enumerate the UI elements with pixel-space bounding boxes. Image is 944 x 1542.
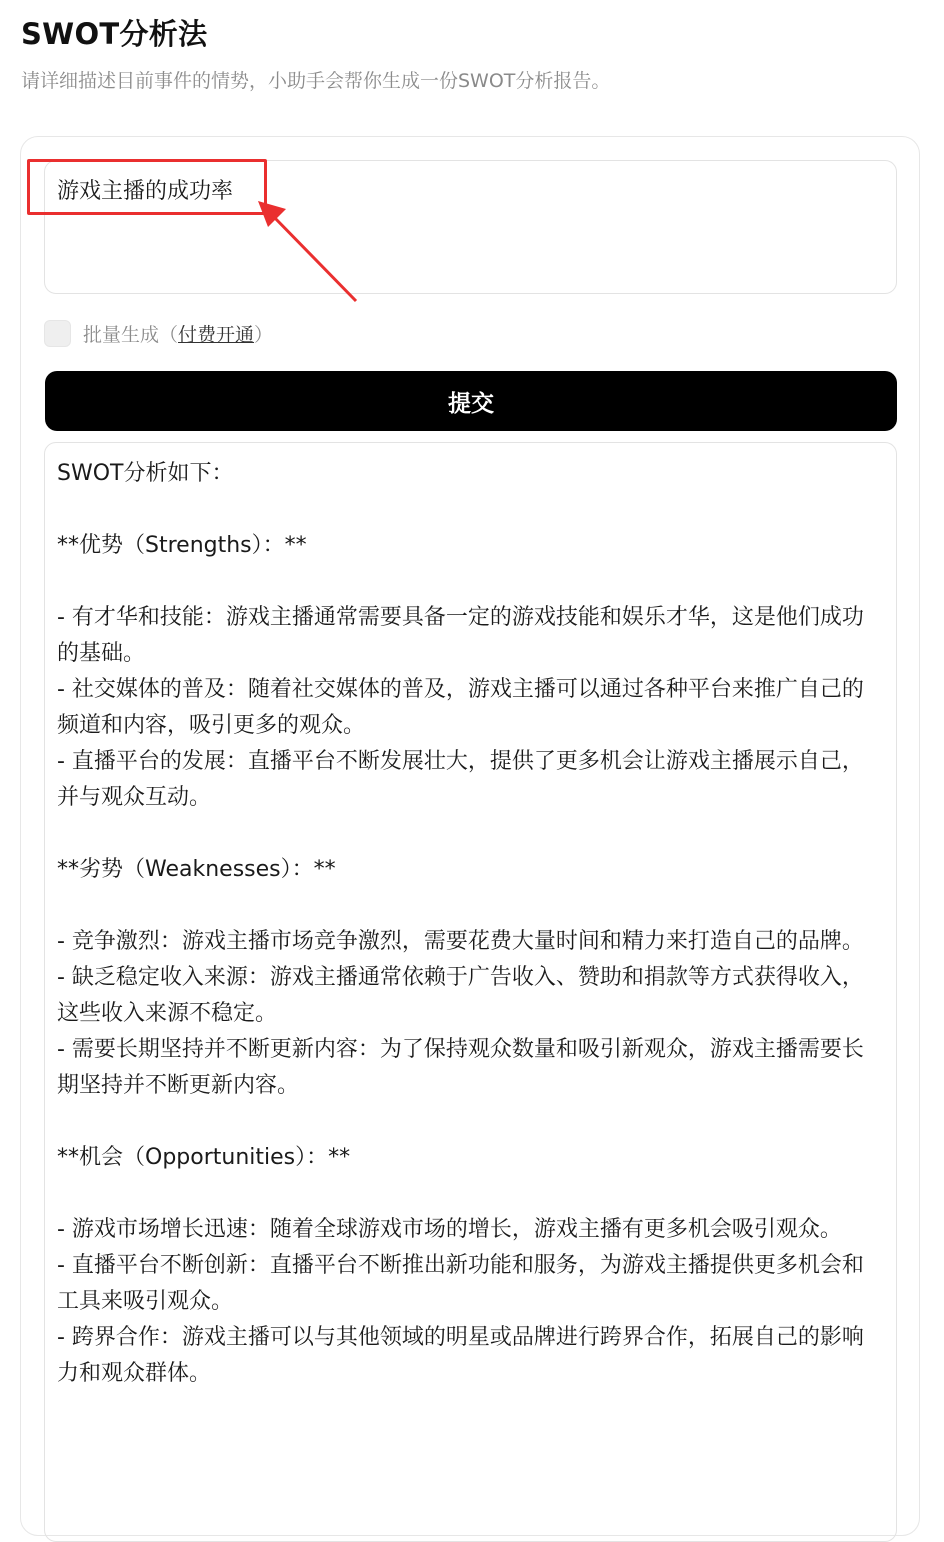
batch-generate-label: 批量生成（ <box>83 323 179 346</box>
list-item: - 社交媒体的普及：随着社交媒体的普及，游戏主播可以通过各种平台来推广自己的频道和内容，吸引更多的观众。 <box>57 677 864 738</box>
situation-input-value: 游戏主播的成功率 <box>57 179 234 204</box>
section-heading-strengths: **优势（Strengths）：** <box>57 533 307 558</box>
list-item: - 游戏市场增长迅速：随着全球游戏市场的增长，游戏主播有更多机会吸引观众。 <box>57 1217 842 1242</box>
page-title: SWOT分析法 <box>21 17 208 51</box>
result-intro: SWOT分析如下： <box>57 461 234 486</box>
list-item: - 有才华和技能：游戏主播通常需要具备一定的游戏技能和娱乐才华，这是他们成功的基础。 <box>57 605 864 666</box>
page-subtitle: 请详细描述目前事件的情势，小助手会帮你生成一份SWOT分析报告。 <box>21 70 611 92</box>
list-item: - 直播平台的发展：直播平台不断发展壮大，提供了更多机会让游戏主播展示自己，并与观众互动。 <box>57 749 864 810</box>
result-output-text <box>57 456 877 1392</box>
section-heading-weaknesses: **劣势（Weaknesses）：** <box>57 857 336 882</box>
list-item: - 竞争激烈：游戏主播市场竞争激烈，需要花费大量时间和精力来打造自己的品牌。 <box>57 929 864 954</box>
paid-activation-link[interactable]: 付费开通 <box>178 323 255 346</box>
batch-generate-checkbox[interactable] <box>44 320 71 347</box>
batch-generate-label-suffix: ） <box>254 323 274 346</box>
list-item: - 直播平台不断创新：直播平台不断推出新功能和服务，为游戏主播提供更多机会和工具来吸引观众。 <box>57 1253 864 1314</box>
submit-button[interactable]: 提交 <box>45 371 897 431</box>
list-item: - 跨界合作：游戏主播可以与其他领域的明星或品牌进行跨界合作，拓展自己的影响力和观众群体。 <box>57 1325 864 1386</box>
section-heading-opportunities: **机会（Opportunities）：** <box>57 1145 351 1170</box>
annotation-arrow-icon <box>250 195 360 305</box>
list-item: - 缺乏稳定收入来源：游戏主播通常依赖于广告收入、赞助和捐款等方式获得收入，这些收入来源不稳定。 <box>57 965 864 1026</box>
list-item: - 需要长期坚持并不断更新内容：为了保持观众数量和吸引新观众，游戏主播需要长期坚持并不断更新内容。 <box>57 1037 864 1098</box>
batch-generate-row <box>44 316 273 350</box>
annotation-highlight-box <box>27 159 267 215</box>
